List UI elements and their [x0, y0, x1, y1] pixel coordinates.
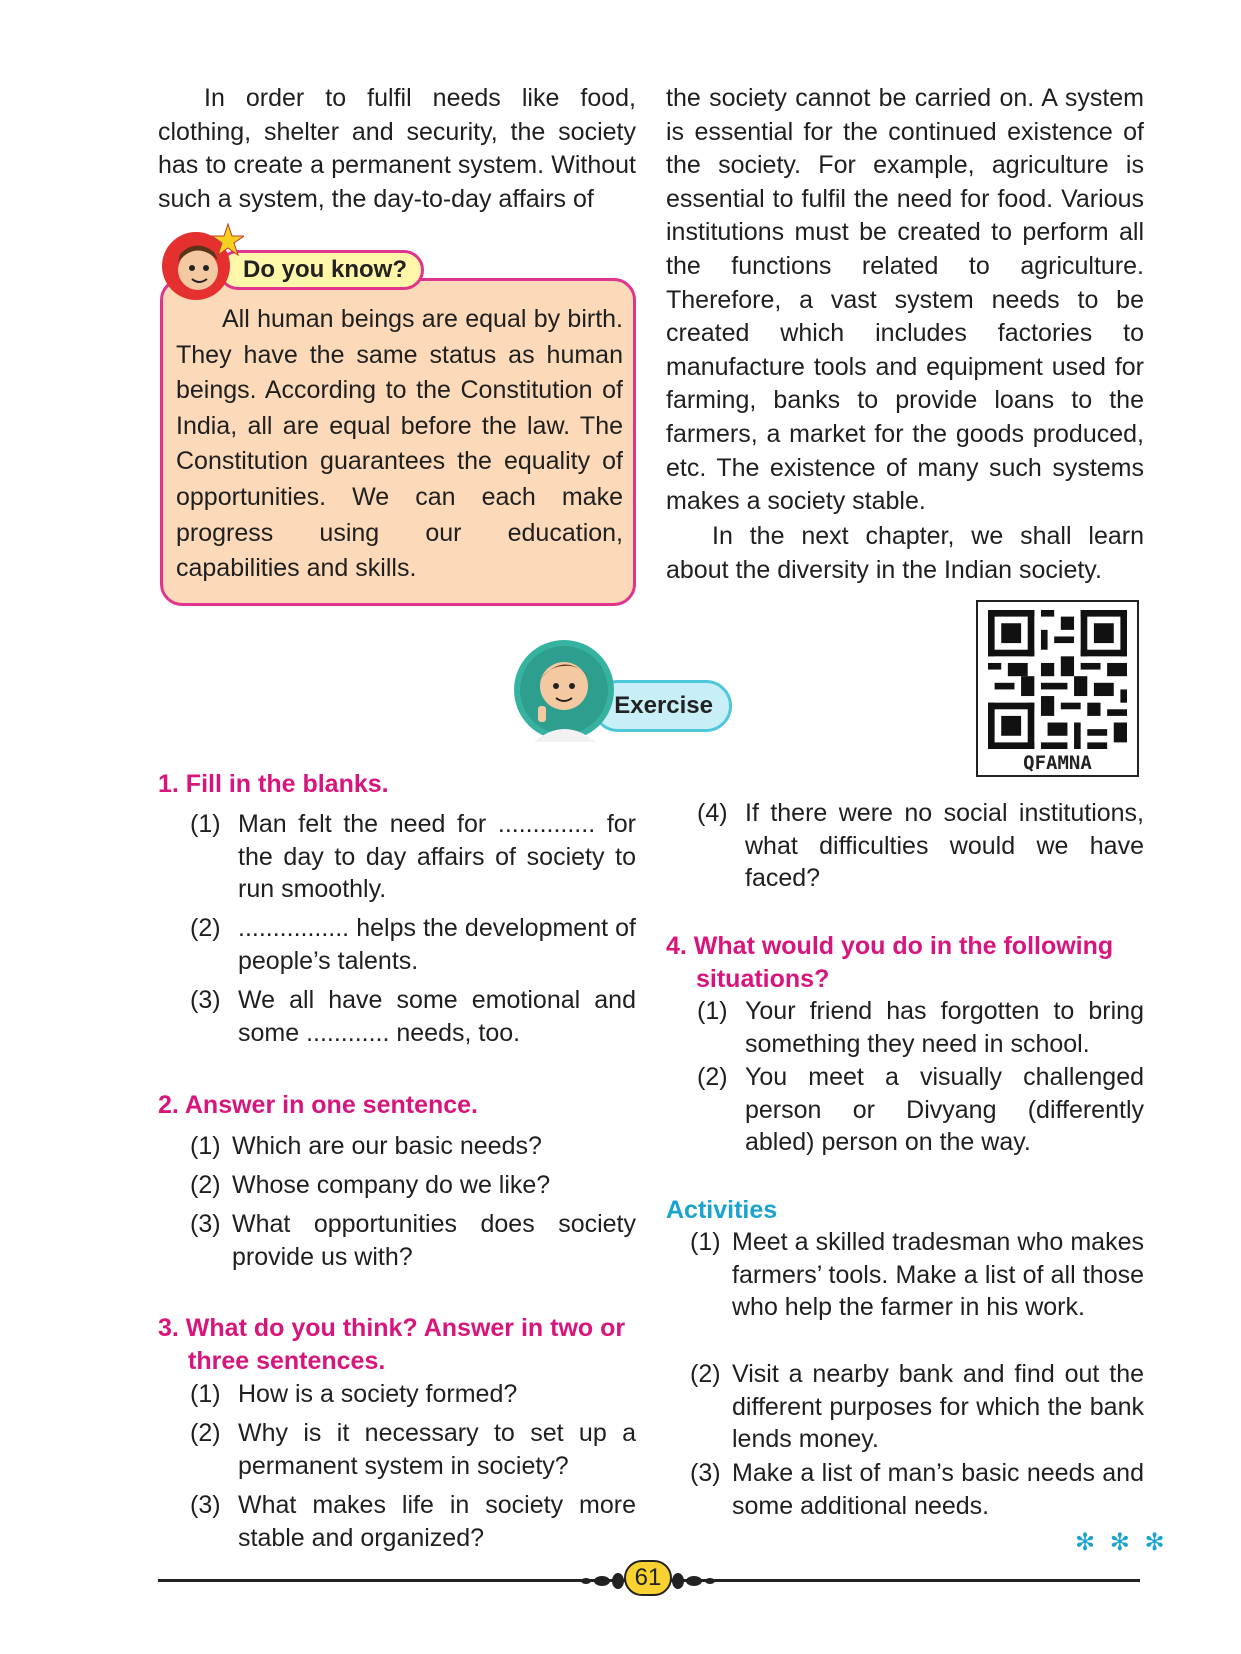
q4-item-text: Your friend has forgotten to bring something they need in school. [745, 997, 1144, 1058]
exercise-boy-icon [512, 638, 616, 742]
activity-item-text: Meet a skilled tradesman who makes farmers’ tools. Make a list of all those who help the farmer in his work. [732, 1228, 1144, 1321]
page-number: 61 [624, 1560, 672, 1596]
q1-item-text: We all have some emotional and some ............ needs, too. [238, 986, 636, 1047]
q4-item-number: (1) [697, 997, 728, 1025]
q2-item-text: Which are our basic needs? [232, 1132, 542, 1160]
q4-item-text: You meet a visually challenged person or Divyang (differently abled) person on the way. [745, 1063, 1144, 1156]
q4-heading-cont: situations? [696, 965, 830, 993]
q2-heading: 2. Answer in one sentence. [158, 1091, 479, 1119]
intro-paragraph-right: the society cannot be carried on. A system is essential for the continued existence of the society. For example, agriculture is essential to fulfil the need for food. Various institutions must be created to perform all the functions related to agriculture. Therefore, a vast system needs to be created which includes factories to manufacture tools and equipment used for farming, banks to provide loans to the farmers, a market for the goods produced, etc. The existence of many such systems makes a society stable. [666, 84, 1144, 516]
intro-paragraph-next-chapter: In the next chapter, we shall learn about the diversity in the Indian society. [666, 522, 1144, 584]
q2-item-number: (1) [190, 1132, 221, 1160]
q3-item-number: (4) [697, 799, 728, 827]
q3-item-text: If there were no social institutions, what difficulties would we have faced? [745, 799, 1144, 892]
q1-item-number: (3) [190, 986, 221, 1014]
q3-heading-cont: three sentences. [188, 1347, 386, 1375]
activity-item-number: (2) [690, 1360, 721, 1388]
do-you-know-text: All human beings are equal by birth. They have the same status as human beings. According to the Constitution of India, all are equal before the law. The Constitution guarantees the equality of opportunities. We can each make progress using our education, capabilities and skills. [176, 305, 623, 583]
q1-item-text: ................ helps the development of people’s talents. [238, 914, 636, 975]
exercise-label: Exercise [592, 680, 732, 732]
q2-item-text: What opportunities does society provide us with? [232, 1210, 636, 1271]
q3-item-text: How is a society formed? [238, 1380, 518, 1408]
activity-item-number: (3) [690, 1459, 721, 1487]
q4-item-number: (2) [697, 1063, 728, 1091]
activities-heading: Activities [666, 1196, 778, 1224]
q1-item-text: Man felt the need for .............. for the day to day affairs of society to run smoothly. [238, 810, 636, 903]
activity-item-text: Visit a nearby bank and find out the different purposes for which the bank lends money. [732, 1360, 1144, 1453]
q4-heading: 4. What would you do in the following [666, 932, 1114, 960]
q2-item-text: Whose company do we like? [232, 1171, 551, 1199]
q3-item-text: Why is it necessary to set up a permanent system in society? [238, 1419, 636, 1480]
boy-mascot-icon [152, 222, 244, 302]
q3-item-text: What makes life in society more stable and organized? [238, 1491, 636, 1552]
q3-heading: 3. What do you think? Answer in two or [158, 1314, 626, 1342]
q1-item-number: (2) [190, 914, 221, 942]
activity-item-number: (1) [690, 1228, 721, 1256]
q2-item-number: (2) [190, 1171, 221, 1199]
intro-paragraph-left: In order to fulfil needs like food, clothing, shelter and security, the society has to create a permanent system. Without such a system, the day-to-day affairs of [158, 84, 636, 213]
qr-code-icon[interactable] [988, 610, 1127, 749]
do-you-know-label: Do you know? [218, 250, 424, 290]
qr-code-label: QFAMNA [1023, 752, 1092, 774]
q3-item-number: (1) [190, 1380, 221, 1408]
q1-heading: 1. Fill in the blanks. [158, 770, 389, 798]
q2-item-number: (3) [190, 1210, 221, 1238]
q3-item-number: (2) [190, 1419, 221, 1447]
q1-item-number: (1) [190, 810, 221, 838]
activity-item-text: Make a list of man’s basic needs and some additional needs. [732, 1459, 1144, 1520]
section-end-mark: ✻ ✻ ✻ [1075, 1529, 1169, 1556]
q3-item-number: (3) [190, 1491, 221, 1519]
